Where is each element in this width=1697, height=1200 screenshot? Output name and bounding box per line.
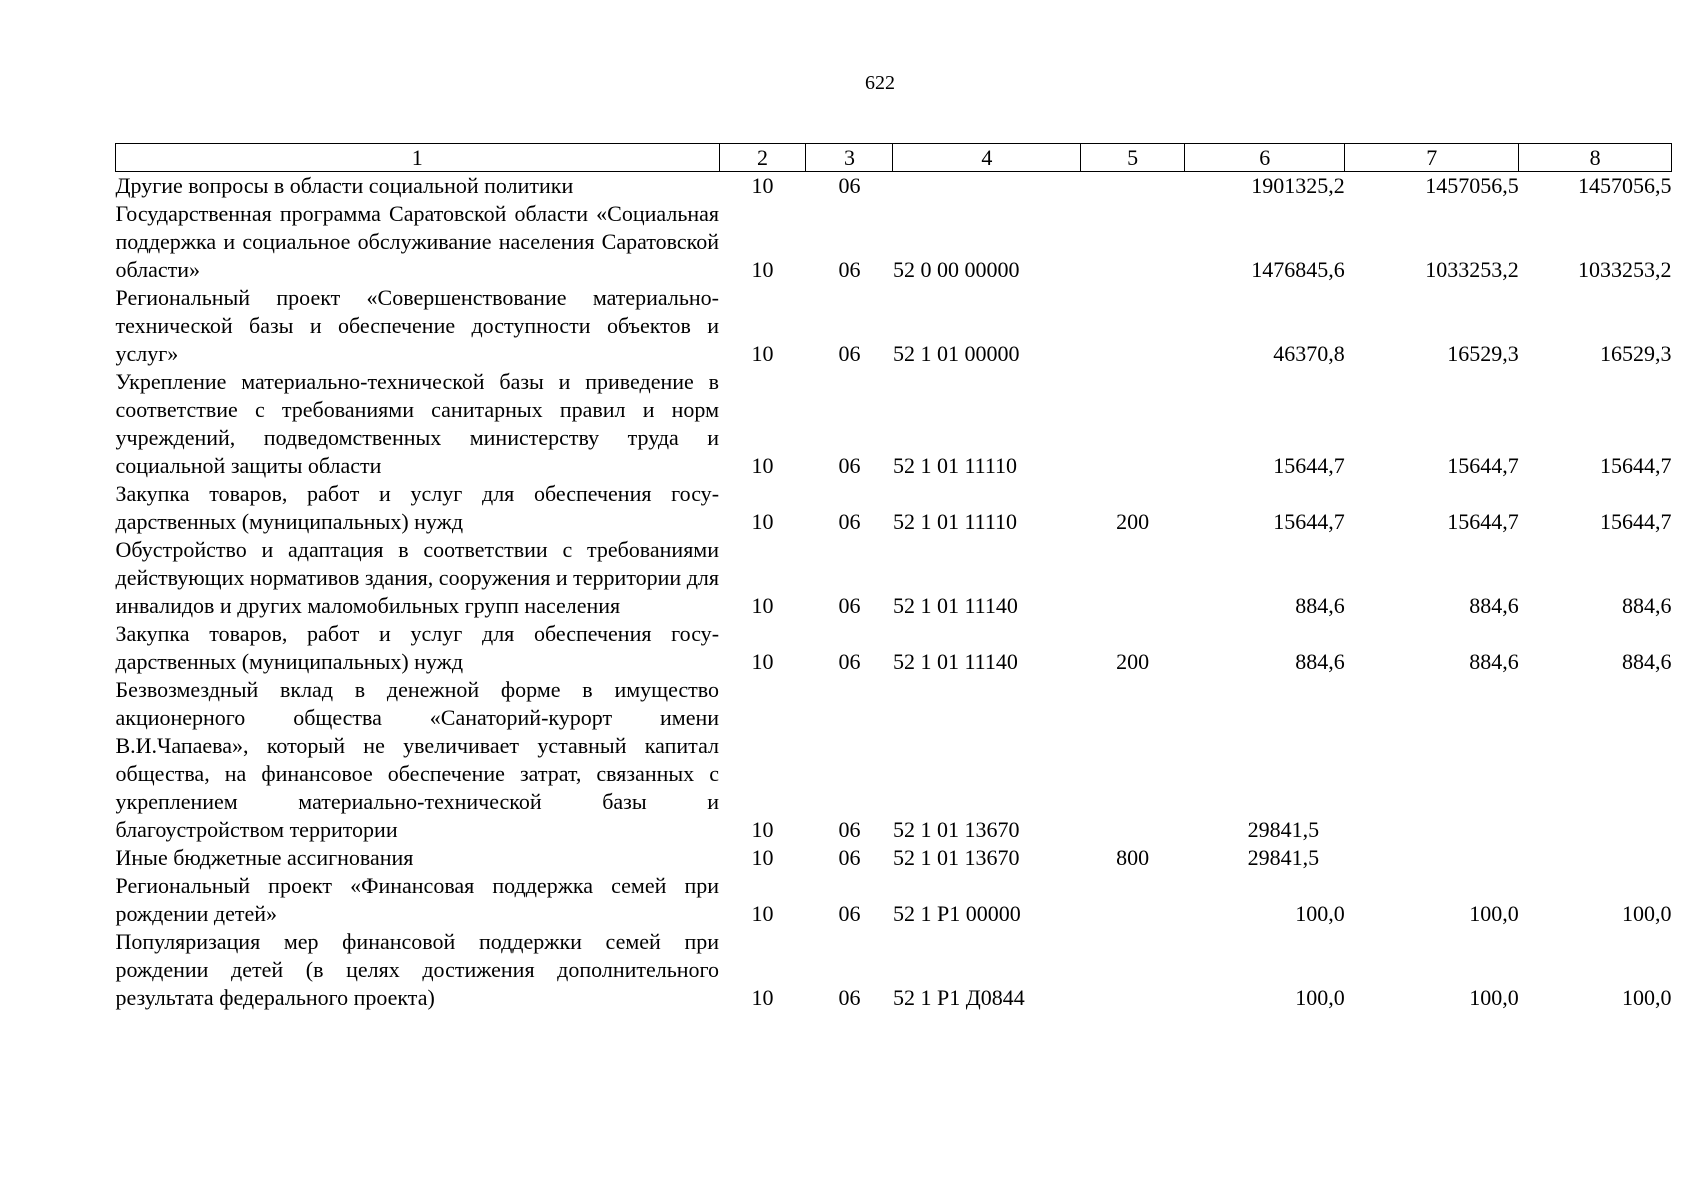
header-col-8: 8 xyxy=(1519,144,1672,172)
row-amount-3: 15644,7 xyxy=(1600,509,1672,534)
row-subsection: 06 xyxy=(838,649,861,674)
row-amount-2: 15644,7 xyxy=(1447,509,1519,534)
row-amount-2 xyxy=(1345,844,1519,872)
row-amount-1: 884,6 xyxy=(1295,593,1345,618)
row-section: 10 xyxy=(751,985,774,1010)
table-row xyxy=(116,928,1672,1012)
row-section: 10 xyxy=(751,173,774,198)
row-amount-3 xyxy=(1519,844,1672,872)
header-col-2: 2 xyxy=(719,144,806,172)
header-col-6: 6 xyxy=(1185,144,1345,172)
row-expense-type xyxy=(1081,536,1185,620)
row-subsection: 06 xyxy=(838,901,861,926)
row-amount-2: 1457056,5 xyxy=(1425,173,1519,198)
row-subsection: 06 xyxy=(838,593,861,618)
row-section: 10 xyxy=(751,901,774,926)
row-expense-type: 800 xyxy=(1116,845,1150,870)
row-target-article: 52 1 01 13670 xyxy=(892,845,1020,870)
row-amount-2: 1033253,2 xyxy=(1425,257,1519,282)
row-section: 10 xyxy=(751,845,774,870)
row-amount-1: 15644,7 xyxy=(1273,453,1345,478)
header-col-1: 1 xyxy=(116,144,720,172)
row-section: 10 xyxy=(751,453,774,478)
row-subsection: 06 xyxy=(838,817,861,842)
row-amount-2: 100,0 xyxy=(1469,901,1519,926)
row-target-article: 52 1 Р1 Д0844 xyxy=(892,985,1025,1010)
row-amount-2: 15644,7 xyxy=(1447,453,1519,478)
row-subsection: 06 xyxy=(838,453,861,478)
row-section: 10 xyxy=(751,341,774,366)
row-amount-1: 15644,7 xyxy=(1273,509,1345,534)
table-row xyxy=(116,172,1672,201)
row-name: Закупка товаров, работ и услуг для обеспечения государственных (муниципальных) нужд xyxy=(115,481,720,534)
row-expense-type: 200 xyxy=(1116,509,1150,534)
row-name: Региональный проект «Финансовая поддержка семей при рождении детей» xyxy=(115,873,720,926)
row-section: 10 xyxy=(751,509,774,534)
row-target-article: 52 1 01 11140 xyxy=(892,649,1018,674)
row-name: Безвозмездный вклад в денежной форме в имущество акционерного общества «Санаторий-курорт имени В.И.Чапаева», который не увеличивает уставный капитал общества, на финансовое обеспечение затрат, связанных с укреплением материально-технической базы и благоустройством территории xyxy=(115,677,720,842)
row-amount-2: 100,0 xyxy=(1469,985,1519,1010)
row-amount-1: 29841,5 xyxy=(1247,845,1320,870)
row-expense-type xyxy=(1081,284,1185,368)
header-col-7: 7 xyxy=(1345,144,1519,172)
table-row xyxy=(116,200,1672,284)
row-amount-1: 100,0 xyxy=(1295,985,1345,1010)
row-target-article: 52 1 01 11110 xyxy=(892,453,1018,478)
row-name: Укрепление материально-технической базы и приведение в соответствие с требованиями санитарных правил и норм учреждений, подведомственных министерству труда и социальной защиты области xyxy=(115,369,720,478)
row-target-article: 52 1 01 00000 xyxy=(892,341,1020,366)
row-name: Государственная программа Саратовской области «Социальная поддержка и социальное обслуживание населения Саратовской области» xyxy=(115,201,720,282)
row-expense-type xyxy=(1081,368,1185,480)
row-amount-3: 1033253,2 xyxy=(1578,257,1672,282)
row-amount-2: 884,6 xyxy=(1469,593,1519,618)
row-name: Обустройство и адаптация в соответствии с требованиями действующих нормативов здания, сооружения и территории для инвалидов и других маломобильных групп населения xyxy=(115,537,720,618)
row-amount-1: 1476845,6 xyxy=(1251,257,1345,282)
row-subsection: 06 xyxy=(838,341,861,366)
row-expense-type xyxy=(1081,172,1185,201)
row-section: 10 xyxy=(751,649,774,674)
table-body xyxy=(116,172,1672,1013)
row-name: Региональный проект «Совершенствование материально-технической базы и обеспечение доступности объектов и услуг» xyxy=(115,285,720,366)
row-amount-2: 16529,3 xyxy=(1447,341,1519,366)
table-row xyxy=(116,676,1672,844)
row-amount-3: 100,0 xyxy=(1622,985,1672,1010)
row-name: Другие вопросы в области социальной политики xyxy=(115,173,574,198)
row-name: Закупка товаров, работ и услуг для обеспечения государственных (муниципальных) нужд xyxy=(115,621,720,674)
row-amount-1: 46370,8 xyxy=(1273,341,1345,366)
row-section: 10 xyxy=(751,593,774,618)
row-amount-2: 884,6 xyxy=(1469,649,1519,674)
row-subsection: 06 xyxy=(838,845,861,870)
row-target-article: 52 1 01 11110 xyxy=(892,509,1018,534)
row-target-article: 52 1 Р1 00000 xyxy=(892,901,1021,926)
row-amount-2 xyxy=(1345,676,1519,844)
row-subsection: 06 xyxy=(838,985,861,1010)
table-row xyxy=(116,620,1672,676)
row-expense-type xyxy=(1081,676,1185,844)
row-target-article xyxy=(893,172,1081,201)
row-expense-type: 200 xyxy=(1116,649,1150,674)
table-row xyxy=(116,284,1672,368)
row-name: Иные бюджетные ассигнования xyxy=(115,845,414,870)
row-amount-3: 884,6 xyxy=(1622,593,1672,618)
row-name: Популяризация мер финансовой поддержки семей при рождении детей (в целях достижения дополнительного результата федерального проекта) xyxy=(115,929,720,1010)
row-expense-type xyxy=(1081,872,1185,928)
row-expense-type xyxy=(1081,928,1185,1012)
row-amount-3: 1457056,5 xyxy=(1578,173,1672,198)
header-col-4: 4 xyxy=(893,144,1081,172)
row-target-article: 52 0 00 00000 xyxy=(892,257,1020,282)
table-row xyxy=(116,844,1672,872)
row-target-article: 52 1 01 13670 xyxy=(892,817,1020,842)
row-target-article: 52 1 01 11140 xyxy=(892,593,1018,618)
row-section: 10 xyxy=(751,817,774,842)
header-row xyxy=(116,144,1672,172)
header-col-5: 5 xyxy=(1081,144,1185,172)
row-subsection: 06 xyxy=(838,509,861,534)
table-row xyxy=(116,368,1672,480)
table-row xyxy=(116,872,1672,928)
row-expense-type xyxy=(1081,200,1185,284)
row-section: 10 xyxy=(751,257,774,282)
row-subsection: 06 xyxy=(838,173,861,198)
page-number: 622 xyxy=(865,72,895,94)
header-col-3: 3 xyxy=(806,144,893,172)
row-amount-3: 884,6 xyxy=(1622,649,1672,674)
row-amount-1: 100,0 xyxy=(1295,901,1345,926)
row-amount-1: 1901325,2 xyxy=(1251,173,1345,198)
row-amount-1: 884,6 xyxy=(1295,649,1345,674)
table-row xyxy=(116,536,1672,620)
row-amount-3 xyxy=(1519,676,1672,844)
row-amount-3: 16529,3 xyxy=(1600,341,1672,366)
row-subsection: 06 xyxy=(838,257,861,282)
row-amount-1: 29841,5 xyxy=(1247,817,1320,842)
budget-table xyxy=(115,143,1672,1012)
table-row xyxy=(116,480,1672,536)
row-amount-3: 15644,7 xyxy=(1600,453,1672,478)
row-amount-3: 100,0 xyxy=(1622,901,1672,926)
